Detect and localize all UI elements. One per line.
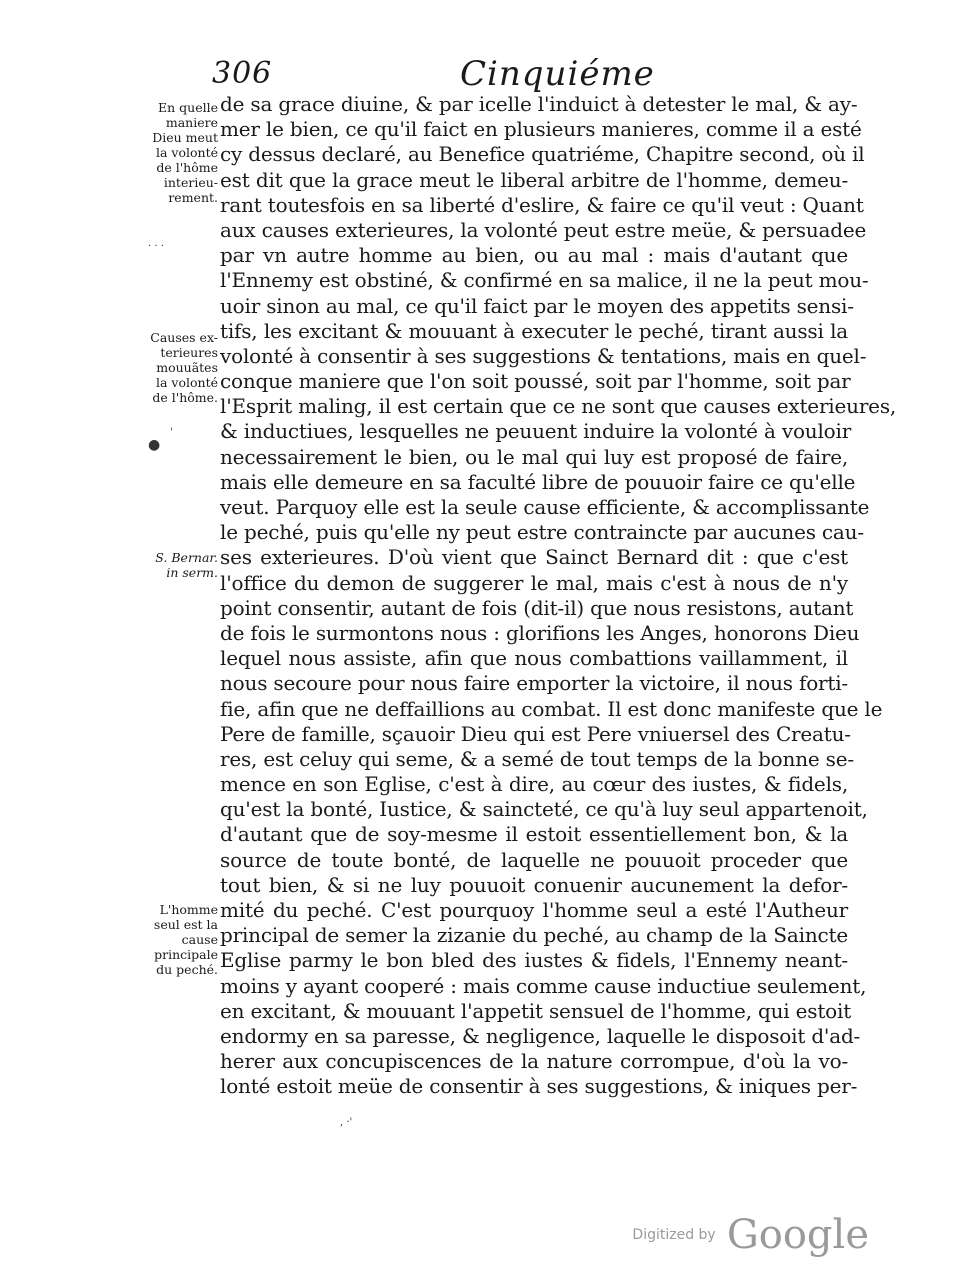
page-number: 306	[212, 56, 273, 91]
body-line: mais elle demeure en sa faculté libre de pouuoir faire ce qu'elle	[220, 469, 856, 494]
body-line: en excitant, & mouuant l'appetit sensuel de l'homme, qui estoit	[220, 998, 852, 1023]
margin-note-line: rement.	[168, 190, 218, 205]
body-line: de fois le surmontons nous : glorifions les Anges, honorons Dieu	[220, 620, 860, 645]
body-line: Pere de famille, sçauoir Dieu qui est Pere vniuersel des Creatu-	[220, 721, 851, 746]
body-line: endormy en sa paresse, & negligence, laquelle le disposoit d'ad-	[220, 1023, 861, 1048]
body-line: l'office du demon de suggerer le mal, mais c'est à nous de n'y	[220, 570, 848, 595]
margin-note-line: S. Bernar.	[155, 550, 218, 565]
body-line: d'autant que de soy-mesme il estoit essentiellement bon, & la	[220, 822, 848, 847]
margin-note-line: du peché.	[156, 962, 218, 977]
body-line: cy dessus declaré, au Benefice quatriéme, Chapitre second, où il	[220, 142, 865, 167]
body-line: l'Ennemy est obstiné, & confirmé en sa malice, il ne la peut mou-	[220, 268, 869, 293]
body-line: mer le bien, ce qu'il faict en plusieurs manieres, comme il a esté	[220, 117, 862, 142]
running-title: Cinquiéme	[460, 54, 655, 94]
body-line: qu'est la bonté, Iustice, & saincteté, ce qu'à luy seul appartenoit,	[220, 797, 868, 822]
body-line: moins y ayant cooperé : mais comme cause inductiue seulement,	[220, 973, 867, 998]
body-line: point consentir, autant de fois (dit-il) que nous resistons, autant	[220, 595, 854, 620]
margin-note-causes-exterieures	[128, 330, 218, 405]
body-line: veut. Parquoy elle est la seule cause efficiente, & accomplissante	[220, 495, 870, 519]
margin-note-line: de l'hôme	[156, 160, 218, 175]
margin-note-bernard-citation	[128, 550, 218, 580]
margin-note-line: seul est la	[153, 917, 218, 932]
margin-note-line: maniere	[165, 115, 218, 130]
google-logo: Google	[726, 1212, 869, 1258]
body-line: de sa grace diuine, & par icelle l'induict à detester le mal, & ay-	[220, 92, 858, 116]
body-line: conque maniere que l'on soit poussé, soit par l'homme, soit par	[220, 369, 851, 394]
margin-note-line: principale	[154, 947, 218, 962]
body-line: lonté estoit meüe de consentir à ses suggestions, & iniques per-	[220, 1074, 858, 1099]
margin-note-line: mouuãtes	[156, 360, 218, 375]
margin-note-line: la volonté	[155, 375, 218, 390]
margin-note-line: L'homme	[159, 902, 218, 917]
body-line: mence en son Eglise, c'est à dire, au cœur des iustes, & fidels,	[220, 772, 848, 797]
body-text	[220, 92, 897, 1100]
body-line: rant toutesfois en sa liberté d'eslire, & faire ce qu'il veut : Quant	[220, 192, 864, 217]
body-line: nous secoure pour nous faire emporter la victoire, il nous forti-	[220, 671, 848, 696]
body-line: fie, afin que ne deffaillions au combat. Il est donc manifeste que le	[220, 696, 883, 721]
body-line: ses exterieures. D'où vient que Sainct Bernard dit : que c'est	[220, 545, 848, 570]
print-speck: '	[170, 427, 173, 438]
body-line: par vn autre homme au bien, ou au mal : mais d'autant que	[220, 243, 848, 268]
margin-note-homme-cause	[128, 902, 218, 977]
body-line: source de toute bonté, de laquelle ne pouuoit proceder que	[220, 847, 848, 872]
body-line: lequel nous assiste, afin que nous combattions vaillamment, il	[220, 646, 848, 671]
body-line: Eglise parmy le bon bled des iustes & fidels, l'Ennemy neant-	[220, 948, 848, 973]
body-line: tout bien, & si ne luy pouuoit conuenir aucunement la defor-	[220, 872, 848, 897]
body-line: l'Esprit maling, il est certain que ce ne sont que causes exterieures,	[220, 394, 897, 419]
body-line: est dit que la grace meut le liberal arbitre de l'homme, demeu-	[220, 167, 848, 192]
digitized-watermark	[632, 1212, 869, 1258]
margin-note-line: Causes ex-	[150, 330, 218, 345]
body-line: herer aux concupiscences de la nature corrompue, d'où la vo-	[220, 1049, 848, 1074]
margin-note-line: de l'hôme.	[152, 390, 218, 405]
margin-note-line: in serm.	[166, 565, 218, 580]
body-line: res, est celuy qui seme, & a semé de tout temps de la bonne se-	[220, 746, 854, 771]
body-line: necessairement le bien, ou le mal qui luy est proposé de faire,	[220, 444, 848, 469]
watermark-prefix: Digitized by	[632, 1227, 716, 1243]
body-line: & inductiues, lesquelles ne peuuent induire la volonté à vouloir	[220, 419, 852, 444]
print-speck: ●	[148, 437, 161, 453]
body-line: volonté à consentir à ses suggestions & tentations, mais en quel-	[220, 343, 867, 368]
print-speck: · · ·	[148, 241, 164, 252]
margin-note-line: interieu-	[163, 175, 218, 190]
body-line: uoir sinon au mal, ce qu'il faict par le moyen des appetits sensi-	[220, 293, 854, 318]
body-line: aux causes exterieures, la volonté peut estre meüe, & persuadee	[220, 217, 867, 242]
margin-note-line: la volonté	[155, 145, 218, 160]
print-speck: , ·'	[340, 1117, 353, 1128]
body-line: principal de semer la zizanie du peché, au champ de la Saincte	[220, 923, 848, 948]
margin-note-line: terieures	[160, 345, 218, 360]
body-line: mité du peché. C'est pourquoy l'homme seul a esté l'Autheur	[220, 898, 848, 922]
margin-note-line: En quelle	[158, 100, 218, 115]
margin-note-dieu-meut	[128, 100, 218, 205]
margin-note-line: cause	[181, 932, 218, 947]
body-line: le peché, puis qu'elle ny peut estre contraincte par aucunes cau-	[220, 520, 864, 545]
margin-note-line: Dieu meut	[152, 130, 218, 145]
body-line: tifs, les excitant & mouuant à executer le peché, tirant aussi la	[220, 318, 848, 343]
